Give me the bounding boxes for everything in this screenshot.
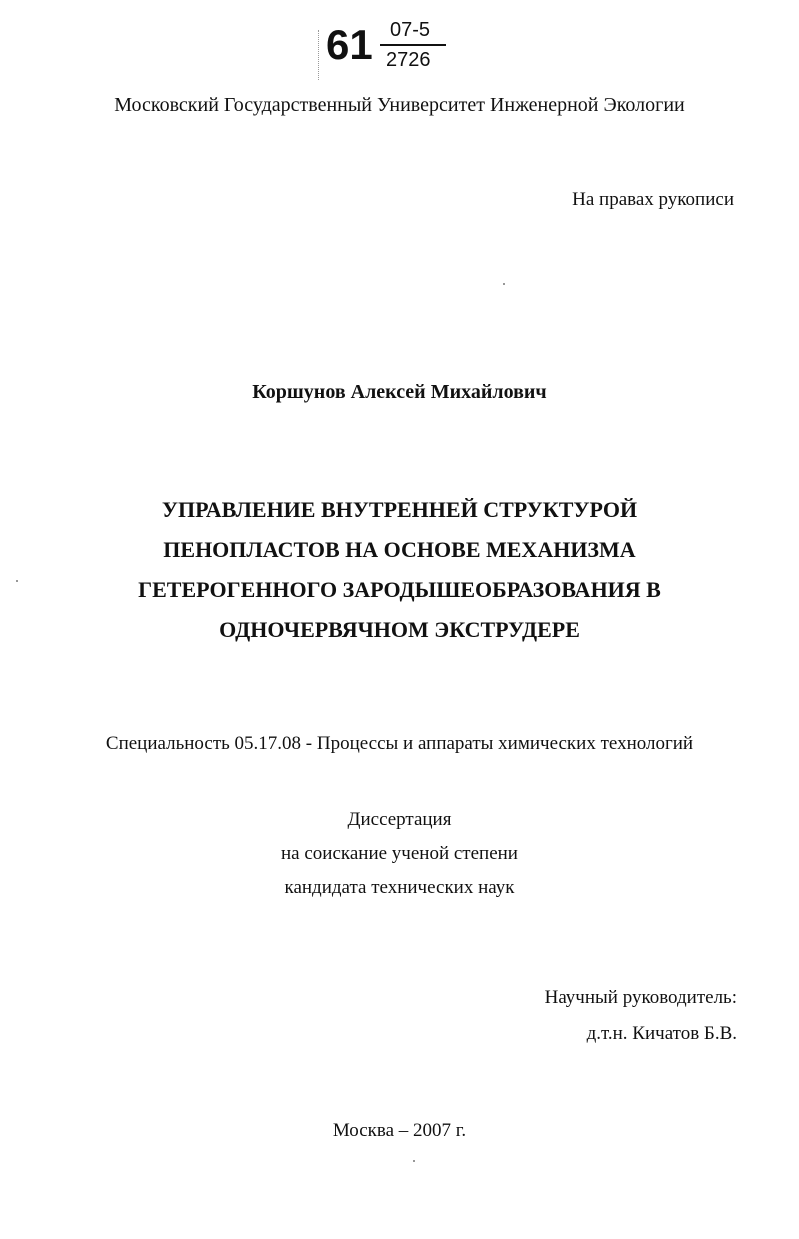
title-line: ПЕНОПЛАСТОВ НА ОСНОВЕ МЕХАНИЗМА (163, 537, 636, 562)
library-code-stamp (326, 20, 456, 80)
title-line: ГЕТЕРОГЕННОГО ЗАРОДЫШЕОБРАЗОВАНИЯ В (138, 577, 661, 602)
degree-line: Диссертация (347, 809, 452, 830)
title-line: ОДНОЧЕРВЯЧНОМ ЭКСТРУДЕРЕ (219, 617, 580, 642)
author-name: Коршунов Алексей Михайлович (252, 381, 547, 403)
title-line: УПРАВЛЕНИЕ ВНУТРЕННЕЙ СТРУКТУРОЙ (161, 497, 638, 522)
scan-speck (413, 1160, 415, 1162)
stamp-number: 61 (326, 21, 373, 68)
stamp-fraction-line (380, 44, 446, 46)
advisor-name: д.т.н. Кичатов Б.В. (586, 1023, 737, 1044)
degree-line: на соискание ученой степени (281, 843, 518, 864)
city-year: Москва – 2007 г. (332, 1120, 467, 1141)
advisor-block (545, 980, 737, 1052)
dissertation-degree-block (0, 803, 799, 905)
scan-speck (503, 283, 505, 285)
scan-margin-mark (318, 30, 319, 80)
university-name: Московский Государственный Университет Инженерной Экологии (114, 94, 685, 116)
dissertation-title (0, 490, 799, 650)
stamp-bottom-code: 2726 (386, 49, 431, 71)
advisor-label: Научный руководитель: (544, 987, 737, 1008)
stamp-top-code: 07-5 (390, 19, 431, 41)
specialty: Специальность 05.17.08 - Процессы и аппараты химических технологий (105, 733, 694, 754)
rights-note: На правах рукописи (572, 189, 734, 210)
degree-line: кандидата технических наук (284, 877, 515, 898)
